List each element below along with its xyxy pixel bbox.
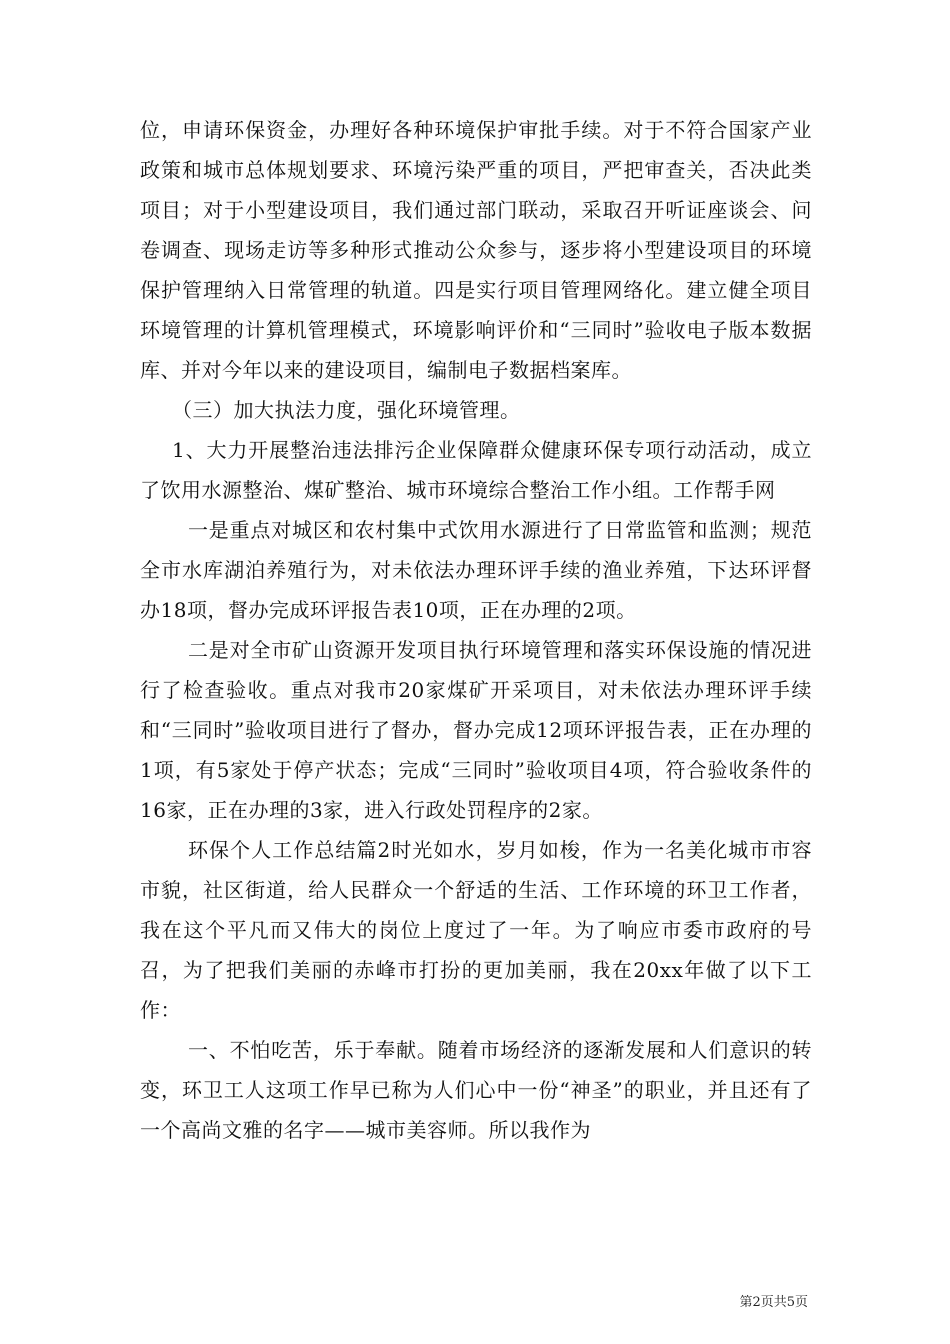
- paragraph-point-two: 二是对全市矿山资源开发项目执行环境管理和落实环保设施的情况进行了检查验收。重点对我市20家煤矿开采项目，对未依法办理环评手续和“三同时”验收项目进行了督办，督办完成12项环评报告表，正在办理的1项，有5家处于停产状态；完成“三同时”验收项目4项，符合验收条件的16家，正在办理的3家，进入行政处罚程序的2家。: [140, 638, 812, 822]
- paragraph-item-1: 1、大力开展整治违法排污企业保障群众健康环保专项行动活动，成立了饮用水源整治、煤矿整治、城市环境综合整治工作小组。工作帮手网: [140, 438, 812, 502]
- section-heading: （三）加大执法力度，强化环境管理。: [172, 398, 521, 422]
- paragraph-summary-2: 环保个人工作总结篇2时光如水，岁月如梭，作为一名美化城市市容市貌，社区街道，给人民群众一个舒适的生活、工作环境的环卫工作者，我在这个平凡而又伟大的岗位上度过了一年。为了响应市委市政府的号召，为了把我们美丽的赤峰市打扮的更加美丽，我在20xx年做了以下工作：: [140, 838, 812, 1022]
- page-number: 第2页共5页: [739, 1295, 808, 1310]
- paragraph-point-one: 一是重点对城区和农村集中式饮用水源进行了日常监管和监测；规范全市水库湖泊养殖行为，对未依法办理环评手续的渔业养殖，下达环评督办18项，督办完成环评报告表10项，正在办理的2项。: [140, 518, 812, 622]
- document-body: [140, 110, 812, 1150]
- paragraph-continuation: 位，申请环保资金，办理好各种环境保护审批手续。对于不符合国家产业政策和城市总体规划要求、环境污染严重的项目，严把审查关，否决此类项目；对于小型建设项目，我们通过部门联动，采取召开听证座谈会、问卷调查、现场走访等多种形式推动公众参与，逐步将小型建设项目的环境保护管理纳入日常管理的轨道。四是实行项目管理网络化。建立健全项目环境管理的计算机管理模式，环境影响评价和“三同时”验收电子版本数据库、并对今年以来的建设项目，编制电子数据档案库。: [140, 118, 812, 382]
- paragraph-section-one: 一、不怕吃苦，乐于奉献。随着市场经济的逐渐发展和人们意识的转变，环卫工人这项工作早已称为人们心中一份“神圣”的职业，并且还有了一个高尚文雅的名字——城市美容师。所以我作为: [140, 1038, 812, 1142]
